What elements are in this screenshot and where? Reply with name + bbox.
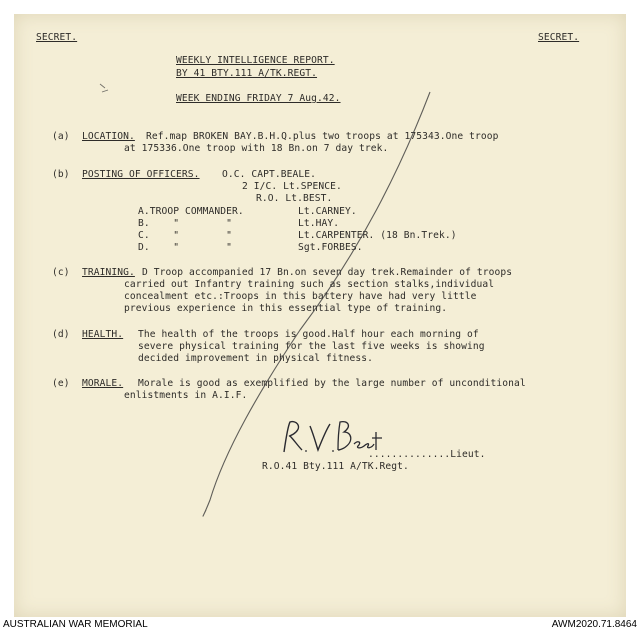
section-a-marker: (a) [52, 131, 70, 142]
posting-ro: R.O. Lt.BEST. [256, 193, 333, 204]
signature-office: R.O.41 Bty.111 A/TK.Regt. [262, 461, 409, 472]
morale-heading: MORALE. [82, 378, 124, 389]
location-heading: LOCATION. [82, 131, 135, 142]
troop-d-officer: Sgt.FORBES. [298, 242, 363, 253]
morale-line-2: enlistments in A.I.F. [124, 390, 248, 401]
archive-name: AUSTRALIAN WAR MEMORIAL [3, 619, 148, 630]
troop-c-officer: Lt.CARPENTER. (18 Bn.Trek.) [298, 230, 457, 241]
section-e-marker: (e) [52, 378, 70, 389]
posting-heading: POSTING OF OFFICERS. [82, 169, 200, 180]
week-ending: WEEK ENDING FRIDAY 7 Aug.42. [176, 93, 341, 104]
training-line-3: concealment etc.:Troops in this battery have had very little [124, 291, 477, 302]
section-c-marker: (c) [52, 267, 70, 278]
posting-2ic: 2 I/C. Lt.SPENCE. [242, 181, 342, 192]
archive-accession-number: AWM2020.71.8464 [551, 619, 637, 630]
health-heading: HEALTH. [82, 329, 124, 340]
training-line-2: carried out Infantry training such as section stalks,individual [124, 279, 495, 290]
section-d-marker: (d) [52, 329, 70, 340]
signature-rank: ..............Lieut. [368, 449, 486, 460]
training-line-1: D Troop accompanied 17 Bn.on seven day trek.Remainder of troops [142, 267, 513, 278]
posting-oc: O.C. CAPT.BEALE. [222, 169, 317, 180]
section-b-marker: (b) [52, 169, 70, 180]
health-line-1: The health of the troops is good.Half hour each morning of [138, 329, 479, 340]
training-line-4: previous experience in this essential type of training. [124, 303, 448, 314]
location-line-1: Ref.map BROKEN BAY.B.H.Q.plus two troops at 175343.One troop [146, 131, 499, 142]
classification-left: SECRET. [36, 32, 78, 43]
location-line-2: at 175336.One troop with 18 Bn.on 7 day trek. [124, 143, 389, 154]
training-heading: TRAINING. [82, 267, 135, 278]
health-line-2: severe physical training for the last five weeks is showing [138, 341, 485, 352]
troop-a-label: A.TROOP COMMANDER. [138, 206, 244, 217]
troop-c-label: C. " " [138, 230, 233, 241]
troop-b-label: B. " " [138, 218, 233, 229]
troop-b-officer: Lt.HAY. [298, 218, 340, 229]
archive-footer [0, 617, 640, 633]
troop-d-label: D. " " [138, 242, 233, 253]
report-title: WEEKLY INTELLIGENCE REPORT. [176, 55, 335, 66]
health-line-3: decided improvement in physical fitness. [138, 353, 374, 364]
classification-right: SECRET. [538, 32, 580, 43]
troop-a-officer: Lt.CARNEY. [298, 206, 357, 217]
morale-line-1: Morale is good as exemplified by the large number of unconditional [138, 378, 526, 389]
report-unit: BY 41 BTY.111 A/TK.REGT. [176, 68, 318, 79]
